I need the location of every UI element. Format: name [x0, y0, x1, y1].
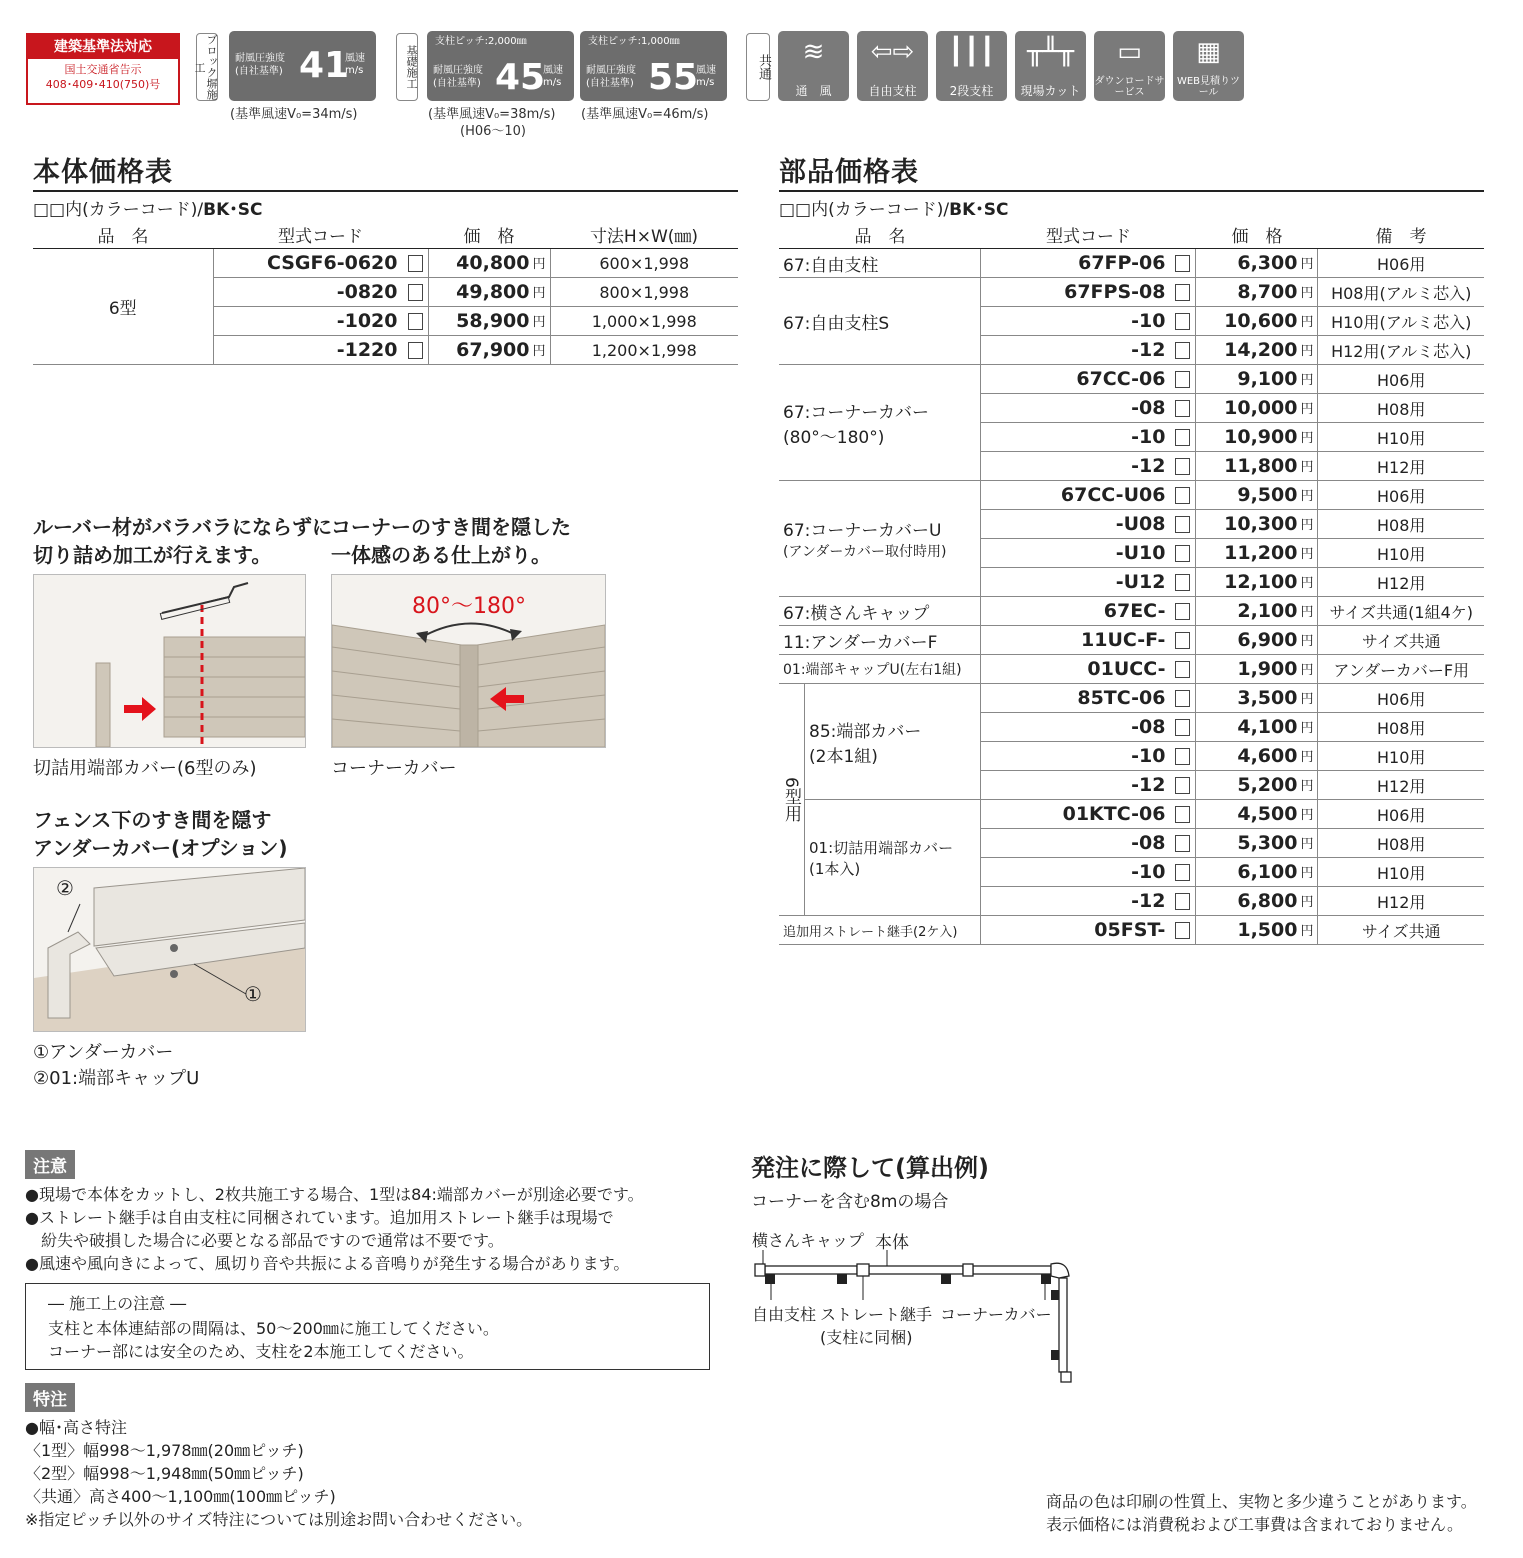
- special-list: [25, 1416, 532, 1531]
- feature3-caption2: ②01:端部キャップU: [33, 1068, 200, 1089]
- parts-table-subtitle: □□内(カラーコード)/BK･SC: [779, 200, 1009, 220]
- model-code: 67CC-06: [981, 365, 1196, 394]
- special-item: ●幅･高さ特注: [25, 1418, 127, 1437]
- note-item: ●現場で本体をカットし、2枚共施工する場合、1型は84:端部カバーが別途必要です。: [25, 1185, 644, 1204]
- price: 10,000 円: [1196, 394, 1318, 423]
- note: H12用(アルミ芯入): [1318, 336, 1484, 365]
- order-title: 発注に際して(算出例): [751, 1154, 989, 1182]
- web-calculator-icon-box: [1173, 31, 1244, 101]
- col-price: 価 格: [1196, 220, 1318, 249]
- two-stage-post-icon-box: [936, 31, 1007, 101]
- model-code: -1220: [213, 336, 428, 365]
- note: H12用: [1318, 771, 1484, 800]
- model-code: -08: [981, 829, 1196, 858]
- model-code: 67FP-06: [981, 249, 1196, 278]
- col-note: 備 考: [1318, 220, 1484, 249]
- price: 1,500 円: [1196, 916, 1318, 945]
- part-name: 11:アンダーカバーF: [779, 626, 981, 655]
- icon-label-two-stage: 2段支柱: [949, 84, 994, 98]
- note: H10用: [1318, 742, 1484, 771]
- price: 8,700 円: [1196, 278, 1318, 307]
- model-code: -12: [981, 336, 1196, 365]
- model-code: -10: [981, 307, 1196, 336]
- model-code: -10: [981, 742, 1196, 771]
- kiso-label: 基礎施工: [396, 33, 418, 101]
- price: 6,900 円: [1196, 626, 1318, 655]
- model-code: -08: [981, 713, 1196, 742]
- part-name: 67:コーナーカバーU (アンダーカバー取付時用): [779, 481, 981, 597]
- price: 6,300 円: [1196, 249, 1318, 278]
- building-standard-badge: [26, 33, 180, 105]
- label-body: 本体: [875, 1233, 909, 1253]
- block-label: ブロック塀施工: [193, 34, 218, 100]
- body-table-subtitle: □□内(カラーコード)/BK･SC: [33, 200, 263, 220]
- badge-line2: 408･409･410(750)号: [45, 78, 161, 91]
- badge-line1: 国土交通省告示: [64, 63, 142, 76]
- feature2-caption: コーナーカバー: [331, 758, 457, 779]
- col-price: 価 格: [428, 220, 550, 249]
- icon-label-download: ダウンロードサービス: [1094, 76, 1165, 98]
- model-code: -10: [981, 423, 1196, 452]
- icon-label-free-post: 自由支柱: [868, 84, 917, 98]
- model-code: CSGF6-0620: [213, 249, 428, 278]
- icon-label-wind: 通 風: [795, 84, 832, 98]
- body-table-title: 本体価格表: [33, 157, 173, 188]
- note: H10用: [1318, 858, 1484, 887]
- note: H08用: [1318, 510, 1484, 539]
- six-type-label: 6型用: [779, 684, 805, 916]
- price: 9,500 円: [1196, 481, 1318, 510]
- note-item: ●風速や風向きによって、風切り音や共振による音鳴りが発生する場合があります。: [25, 1254, 630, 1273]
- model-code: -12: [981, 887, 1196, 916]
- body-price-table: [33, 220, 738, 365]
- box-title: ― 施工上の注意 ―: [48, 1294, 187, 1313]
- model-code: 01KTC-06: [981, 800, 1196, 829]
- note: H12用: [1318, 887, 1484, 916]
- free-post-icon: ⇦⇨: [870, 37, 915, 67]
- special-tag: 特注: [25, 1383, 75, 1412]
- part-name: 67:自由支柱S: [779, 278, 981, 365]
- note: H12用: [1318, 568, 1484, 597]
- kiso-b-line1: 耐風圧強度: [586, 65, 636, 76]
- table-row: [779, 655, 1484, 684]
- kiso-a-note: (基準風速V₀=38m/s): [428, 107, 556, 122]
- note: H06用: [1318, 365, 1484, 394]
- price: 6,100 円: [1196, 858, 1318, 887]
- note: H06用: [1318, 800, 1484, 829]
- feature3-heading: フェンス下のすき間を隠す アンダーカバー(オプション): [33, 808, 288, 860]
- kiso-b-pitch: 支柱ピッチ:1,000㎜: [588, 36, 680, 47]
- part-name: 01:端部キャップU(左右1組): [779, 655, 981, 684]
- col-size: 寸法H×W(㎜): [550, 220, 738, 249]
- note: H08用: [1318, 829, 1484, 858]
- block-line1: 耐風圧強度: [235, 53, 285, 64]
- note: H10用: [1318, 539, 1484, 568]
- size: 1,200×1,998: [550, 336, 738, 365]
- price: 5,300 円: [1196, 829, 1318, 858]
- col-name: 品 名: [33, 220, 213, 249]
- model-code: 67EC-: [981, 597, 1196, 626]
- feature1-heading: ルーバー材がバラバラにならずに 切り詰め加工が行えます。: [33, 515, 332, 567]
- size: 600×1,998: [550, 249, 738, 278]
- price: 10,900 円: [1196, 423, 1318, 452]
- box-line1: 支柱と本体連結部の間隔は、50〜200㎜に施工してください。: [48, 1319, 499, 1338]
- label-corner: コーナーカバー: [940, 1305, 1052, 1324]
- table-row: [779, 481, 1484, 510]
- site-cut-icon-box: [1015, 31, 1086, 101]
- kiso-a-unit: 風速m/s: [543, 65, 563, 88]
- label-cap: 横さんキャップ: [752, 1231, 865, 1250]
- model-code: -08: [981, 394, 1196, 423]
- label-joint: ストレート継手: [820, 1305, 933, 1324]
- order-subtitle: コーナーを含む8mの場合: [751, 1192, 949, 1212]
- price: 40,800 円: [428, 249, 550, 278]
- price: 4,600 円: [1196, 742, 1318, 771]
- price: 3,500 円: [1196, 684, 1318, 713]
- kiso-b-line2: (自社基準): [586, 78, 634, 89]
- price: 49,800 円: [428, 278, 550, 307]
- notes-tag: 注意: [25, 1150, 75, 1179]
- table-row: [779, 249, 1484, 278]
- model-code: 11UC-F-: [981, 626, 1196, 655]
- price: 12,100 円: [1196, 568, 1318, 597]
- price: 6,800 円: [1196, 887, 1318, 916]
- kiso-a-pitch: 支柱ピッチ:2,000㎜: [435, 36, 527, 47]
- box-line2: コーナー部には安全のため、支柱を2本施工してください。: [48, 1342, 474, 1361]
- label-post: 自由支柱: [752, 1305, 817, 1324]
- footer-note1: 商品の色は印刷の性質上、実物と多少違うことがあります。: [1046, 1492, 1477, 1511]
- part-name: 67:横さんキャップ: [779, 597, 981, 626]
- model-code: -12: [981, 771, 1196, 800]
- model-code: 85TC-06: [981, 684, 1196, 713]
- note: H08用(アルミ芯入): [1318, 278, 1484, 307]
- notes-list: [25, 1183, 715, 1275]
- table-row: [779, 916, 1484, 945]
- note-item: 紛失や破損した場合に必要となる部品ですので通常は不要です。: [25, 1231, 504, 1250]
- download-icon-box: [1094, 31, 1165, 101]
- block-wind-box: [229, 31, 376, 101]
- note: サイズ共通: [1318, 916, 1484, 945]
- note: H06用: [1318, 684, 1484, 713]
- kiso-b-unit: 風速m/s: [696, 65, 716, 88]
- model-code: 67FPS-08: [981, 278, 1196, 307]
- kiso-wind-box-b: [580, 31, 727, 101]
- wind-icon-box: [778, 31, 849, 101]
- price: 11,200 円: [1196, 539, 1318, 568]
- col-code: 型式コード: [213, 220, 428, 249]
- kiso-wind-box-a: [427, 31, 574, 101]
- table-row: [779, 278, 1484, 307]
- price: 11,800 円: [1196, 452, 1318, 481]
- model-code: -0820: [213, 278, 428, 307]
- icon-label-web: WEB見積りツール: [1176, 76, 1241, 98]
- cut-cover-photo: [33, 574, 306, 748]
- note: H08用: [1318, 713, 1484, 742]
- group-6: 6型: [33, 249, 213, 365]
- model-code: -U08: [981, 510, 1196, 539]
- price: 4,100 円: [1196, 713, 1318, 742]
- parts-price-table: [779, 220, 1484, 945]
- note: H12用: [1318, 452, 1484, 481]
- note: H10用(アルミ芯入): [1318, 307, 1484, 336]
- model-code: -1020: [213, 307, 428, 336]
- block-line2: (自社基準): [235, 66, 283, 77]
- kiso-b-value: 55: [648, 57, 699, 98]
- special-item: ※指定ピッチ以外のサイズ特注については別途お問い合わせください。: [25, 1510, 533, 1529]
- angle-label: 80°〜180°: [412, 594, 526, 619]
- special-item: 〈共通〉高さ400〜1,100㎜(100㎜ピッチ): [25, 1487, 336, 1506]
- footer-note2: 表示価格には消費税および工事費は含まれておりません。: [1046, 1515, 1463, 1534]
- note: サイズ共通: [1318, 626, 1484, 655]
- kiso-b-note: (基準風速V₀=46m/s): [581, 107, 709, 122]
- price: 10,600 円: [1196, 307, 1318, 336]
- table-row: [779, 684, 1484, 713]
- marker-2: ②: [56, 876, 74, 900]
- site-cut-icon: ╥╨╥: [1027, 37, 1074, 67]
- part-name: 67:自由支柱: [779, 249, 981, 278]
- size: 800×1,998: [550, 278, 738, 307]
- model-code: -U10: [981, 539, 1196, 568]
- part-name: 67:コーナーカバー (80°〜180°): [779, 365, 981, 481]
- model-code: 05FST-: [981, 916, 1196, 945]
- wind-icon: ≋: [802, 37, 825, 67]
- col-name: 品 名: [779, 220, 981, 249]
- kiso-a-line2: (自社基準): [433, 78, 481, 89]
- block-note: (基準風速V₀=34m/s): [230, 107, 358, 122]
- icon-label-site-cut: 現場カット: [1020, 84, 1081, 98]
- part-name: 01:切詰用端部カバー (1本入): [805, 800, 981, 916]
- note: H06用: [1318, 249, 1484, 278]
- price: 67,900 円: [428, 336, 550, 365]
- table-row: [779, 626, 1484, 655]
- table-row: [779, 800, 1484, 829]
- table-row: [779, 365, 1484, 394]
- price: 9,100 円: [1196, 365, 1318, 394]
- model-code: -10: [981, 858, 1196, 887]
- note: H10用: [1318, 423, 1484, 452]
- special-item: 〈1型〉幅998〜1,978㎜(20㎜ピッチ): [25, 1441, 304, 1460]
- feature1-caption: 切詰用端部カバー(6型のみ): [33, 758, 257, 779]
- feature3-caption1: ①アンダーカバー: [33, 1042, 174, 1063]
- construction-notes-box: [25, 1283, 710, 1370]
- price: 14,200 円: [1196, 336, 1318, 365]
- label-joint-note: (支柱に同梱): [820, 1328, 913, 1347]
- model-code: -12: [981, 452, 1196, 481]
- marker-1: ①: [244, 982, 262, 1006]
- table-row: [33, 249, 738, 278]
- parts-table-title: 部品価格表: [779, 157, 919, 188]
- block-wind-value: 41: [299, 45, 350, 86]
- common-label: 共通: [746, 33, 770, 101]
- kiso-a-value: 45: [495, 57, 546, 98]
- feature2-heading: コーナーのすき間を隠した 一体感のある仕上がり。: [331, 515, 571, 567]
- kiso-a-note2: (H06〜10): [460, 124, 527, 139]
- under-cover-photo: [33, 867, 306, 1032]
- part-name: 85:端部カバー (2本1組): [805, 684, 981, 800]
- note: H06用: [1318, 481, 1484, 510]
- price: 58,900 円: [428, 307, 550, 336]
- note: サイズ共通(1組4ケ): [1318, 597, 1484, 626]
- col-code: 型式コード: [981, 220, 1196, 249]
- note-item: ●ストレート継手は自由支柱に同梱されています。追加用ストレート継手は現場で: [25, 1208, 614, 1227]
- price: 10,300 円: [1196, 510, 1318, 539]
- part-name: 追加用ストレート継手(2ケ入): [779, 916, 981, 945]
- free-post-icon-box: [857, 31, 928, 101]
- special-item: 〈2型〉幅998〜1,948㎜(50㎜ピッチ): [25, 1464, 304, 1483]
- model-code: -U12: [981, 568, 1196, 597]
- note: アンダーカバーF用: [1318, 655, 1484, 684]
- badge-title: 建築基準法対応: [28, 35, 178, 59]
- size: 1,000×1,998: [550, 307, 738, 336]
- model-code: 67CC-U06: [981, 481, 1196, 510]
- web-calculator-icon: ▦: [1196, 37, 1221, 67]
- price: 1,900 円: [1196, 655, 1318, 684]
- corner-cover-photo: [331, 574, 606, 748]
- table-row: [779, 597, 1484, 626]
- block-wind-unit: 風速m/s: [345, 53, 365, 76]
- model-code: 01UCC-: [981, 655, 1196, 684]
- note: H08用: [1318, 394, 1484, 423]
- price: 4,500 円: [1196, 800, 1318, 829]
- price: 2,100 円: [1196, 597, 1318, 626]
- kiso-a-line1: 耐風圧強度: [433, 65, 483, 76]
- price: 5,200 円: [1196, 771, 1318, 800]
- two-stage-post-icon: ┃┃┃: [948, 37, 995, 67]
- download-icon: ▭: [1117, 37, 1142, 67]
